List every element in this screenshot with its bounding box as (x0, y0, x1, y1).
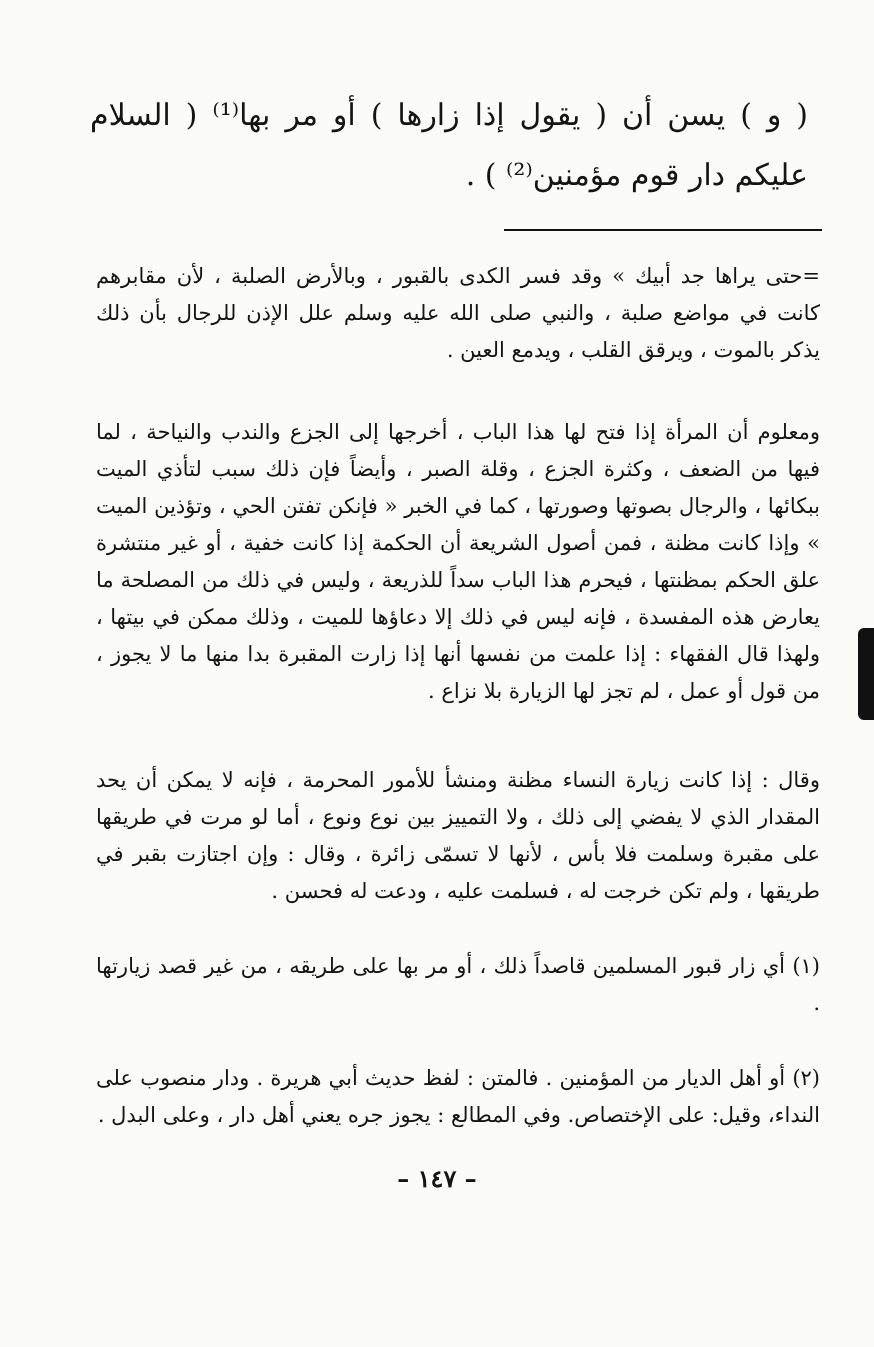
commentary-paragraph: =حتى يراها جد أبيك » وقد فسر الكدى بالقبور ، وبالأرض الصلبة ، لأن مقابرهم كانت في مواضع صلبة ، والنبي صلى الله عليه وسلم علل الإذن للرجال بأن ذلك يذكر بالموت ، ويرقق القلب ، ويدمع العين . (96, 264, 820, 362)
footnote-1: (١) أي زار قبور المسلمين قاصداً ذلك ، أو مر بها على طريقه ، من غير قصد زيارتها . (96, 954, 820, 1015)
main-text: ( و ) يسن أن ( يقول إذا زارها ) أو مر بها⁽¹⁾ ( السلام عليكم دار قوم مؤمنين⁽²⁾ ) . (90, 98, 808, 193)
commentary-paragraph: ومعلوم أن المرأة إذا فتح لها هذا الباب ، أخرجها إلى الجزع والندب والنياحة ، لما فيها من الضعف ، وكثرة الجزع ، وقلة الصبر ، وأيضاً فإن ذلك سبب لتأذي الميت ببكائها ، والرجال بصوتها وصورتها ، كما في الخبر « فإنكن تفتن الحي ، وتؤذين الميت » وإذا كانت مظنة ، فمن أصول الشريعة أن الحكمة إذا كانت خفية ، أو غير منتشرة علق الحكم بمظنتها ، فيحرم هذا الباب سداً للذريعة ، وليس في ذلك من المصلحة ما يعارض هذه المفسدة ، فإنه ليس في ذلك إلا دعاؤها للميت ، وذلك ممكن في بيتها ، ولهذا قال الفقهاء : إذا علمت من نفسها أنها إذا زارت المقبرة بدا منها ما لا يجوز ، من قول أو عمل ، لم تجز لها الزيارة بلا نزاع . (96, 420, 820, 703)
footnote-2: (٢) أو أهل الديار من المؤمنين . فالمتن : لفظ حديث أبي هريرة . ودار منصوب على النداء، وقيل: على الإختصاص. وفي المطالع : يجوز جره يعني أهل دار ، وعلى البدل . (96, 1066, 820, 1127)
footnote-separator (504, 229, 822, 231)
page-number: – ١٤٧ – (397, 1164, 477, 1193)
commentary-paragraph: وقال : إذا كانت زيارة النساء مظنة ومنشأ للأمور المحرمة ، فإنه لا يمكن أن يحد المقدار الذي لا يفضي إلى ذلك ، ولا التمييز بين نوع ونوع ، أما لو مرت في طريقها على مقبرة وسلمت فلا بأس ، لأنها لا تسمّى زائرة ، وقال : وإن اجتازت بقبر في طريقها ، ولم تكن خرجت له ، فسلمت عليه ، ودعت له فحسن . (96, 768, 820, 903)
scan-edge-mark (858, 628, 874, 720)
